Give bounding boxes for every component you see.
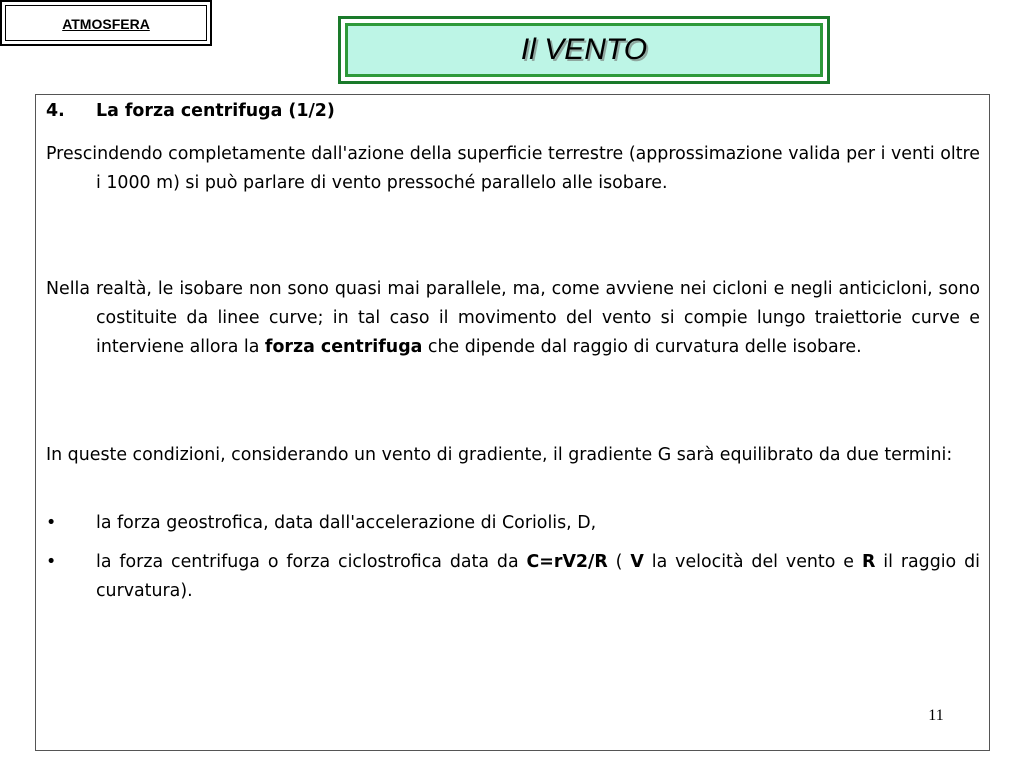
bullet-marker: • bbox=[46, 513, 57, 533]
section-label: ATMOSFERA bbox=[62, 16, 150, 32]
paragraph-2-bold: forza centrifuga bbox=[264, 337, 423, 357]
bullet-2-text-b: ( bbox=[607, 552, 631, 572]
content-box bbox=[35, 94, 990, 751]
bullet-2-text-c: la velocità del vento e bbox=[643, 552, 862, 572]
page-number: 11 bbox=[928, 707, 944, 724]
symbol-v: V bbox=[630, 552, 644, 572]
paragraph-2 bbox=[46, 275, 980, 362]
paragraph-3: In queste condizioni, considerando un vento di gradiente, il gradiente G sarà equilibrato da due termini: bbox=[46, 445, 953, 465]
bullet-1-text: la forza geostrofica, data dall'accelerazione di Coriolis, D, bbox=[96, 513, 597, 533]
bullet-2-text-d: il raggio di curvatura). bbox=[96, 552, 980, 601]
paragraph-2-text: Nella realtà, le isobare non sono quasi mai parallele, ma, come avviene nei cicloni e negli anticicloni, sono costituite da linee curve; in tal caso il movimento del vento si compie lungo traiettorie curve e interviene allora la bbox=[46, 279, 980, 357]
paragraph-2-end: che dipende dal raggio di curvatura delle isobare. bbox=[422, 337, 862, 357]
bullet-2-text-a: la forza centrifuga o forza ciclostrofica data da bbox=[96, 552, 527, 572]
title-box bbox=[338, 16, 830, 84]
heading-text: La forza centrifuga (1/2) bbox=[96, 101, 335, 121]
bullet-item-2 bbox=[46, 548, 980, 606]
heading-number: 4. bbox=[46, 101, 65, 121]
bullet-item-1 bbox=[46, 509, 980, 538]
symbol-r: R bbox=[861, 552, 876, 572]
section-tag bbox=[0, 0, 212, 46]
bullet-marker: • bbox=[46, 552, 57, 572]
paragraph-1: Prescindendo completamente dall'azione della superficie terrestre (approssimazione valida per i venti oltre i 1000 m) si può parlare di vento pressoché parallelo alle isobare. bbox=[46, 144, 980, 193]
section-heading bbox=[46, 97, 980, 126]
formula: C=rV2/R bbox=[526, 552, 608, 572]
title-box-inner bbox=[345, 23, 823, 77]
slide-title: Il VENTO bbox=[520, 33, 648, 66]
